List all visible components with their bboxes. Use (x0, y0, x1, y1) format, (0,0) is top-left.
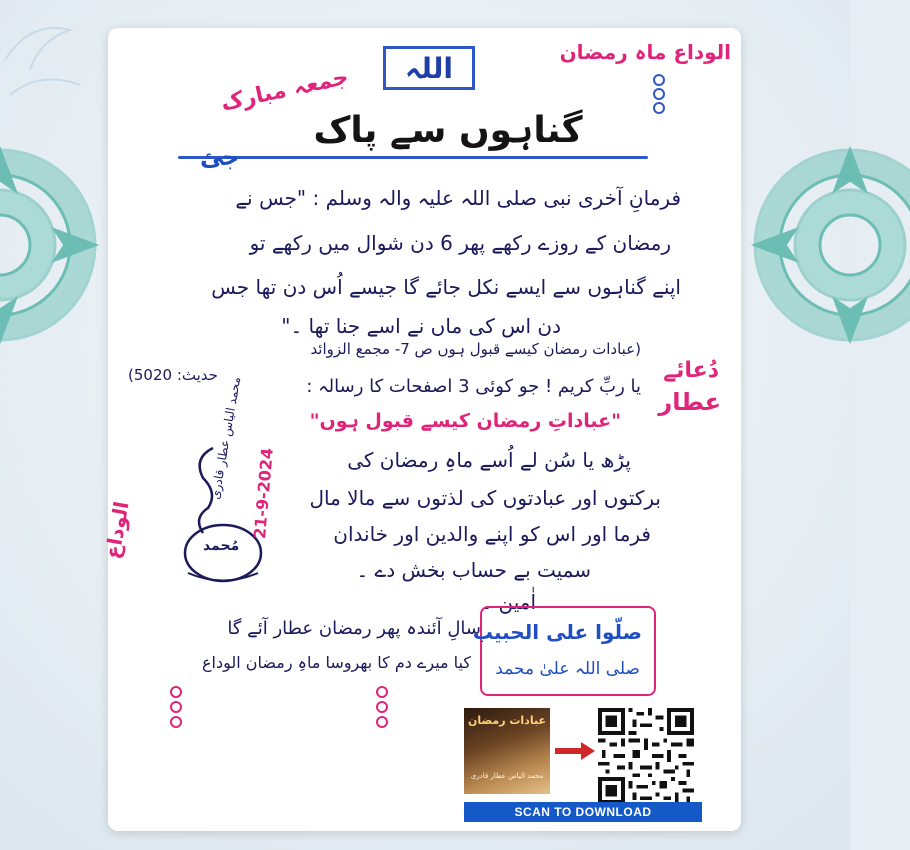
closing-line-2: کیا میرے دم کا بھروسا ماہِ رمضان الوداع (201, 653, 471, 672)
salawat-line-2: صلی اللہ علیٰ محمد (495, 659, 640, 679)
dua-line-1: پڑھ یا سُن لے اُسے ماہِ رمضان کی (347, 448, 631, 472)
left-mandala-ornament (0, 130, 110, 360)
hadith-reference-1: (عبادات رمضان کیسے قبول ہوں ص 7- مجمع الزوائد (310, 340, 641, 358)
book-cover-title: عبادات رمضان (468, 714, 546, 727)
dua-intro-line: یا ربِّ کریم ! جو کوئی 3 اصفحات کا رسالہ : (306, 376, 641, 397)
hadith-line-2: رمضان کے روزے رکھے پھر 6 دن شوال میں رکھے تو (249, 231, 671, 255)
dua-line-5: اٰمین ۔ (480, 590, 536, 614)
scan-to-download-label: SCAN TO DOWNLOAD (514, 805, 652, 819)
pink-dots-right (376, 683, 388, 731)
qr-code-icon[interactable] (598, 708, 694, 804)
title-underline (178, 156, 648, 159)
hadith-line-3: اپنے گناہوں سے ایسے نکل جائے گا جیسے اُس دن تھا جس (211, 275, 681, 299)
arrow-right-icon (555, 742, 595, 760)
jumma-mubarak-text: جمعہ مبارک (218, 64, 351, 117)
dua-line-3: فرما اور اس کو اپنے والدین اور خاندان (333, 522, 651, 546)
corner-swirl-ornament (0, 0, 110, 110)
hadith-reference-2: حدیث: 5020) (128, 366, 218, 384)
note-card (100, 28, 741, 831)
decorative-dots (653, 72, 667, 116)
dua-book-name: "عباداتِ رمضان کیسے قبول ہوں" (309, 410, 621, 432)
dua-line-4: سمیت بے حساب بخش دے ۔ (356, 558, 591, 582)
allah-text: اللہ (405, 51, 453, 85)
allah-calligraphy-box (383, 46, 475, 90)
book-cover-author: محمد الیاس عطار قادری (470, 772, 544, 780)
dua-label-2: عطار (658, 388, 721, 416)
alvida-ramzan-heading: الوداع ماہ رمضان (559, 40, 731, 64)
dua-line-2: برکتوں اور عبادتوں کی لذتوں سے مالا مال (309, 486, 661, 510)
book-cover-image (464, 708, 550, 794)
hadith-line-1: فرمانِ آخری نبی صلی اللہ علیہ والہ وسلم : "جس نے (235, 186, 681, 210)
closing-line-1: سالِ آئندہ پھر رمضان عطار آئے گا (227, 618, 481, 639)
dua-label-1: دُعائے (663, 358, 719, 383)
pink-dots-left (170, 683, 182, 731)
scan-to-download-button[interactable] (464, 802, 702, 822)
salawat-line-1: صلّوا علی الحبیب (472, 620, 642, 644)
seal-name-text: محمد الیاس عطار قادری (208, 375, 244, 501)
date-note: 21-9-2024 (250, 447, 277, 540)
alvida-side-note: الوداع (100, 499, 134, 561)
seal-signature-text: مُحمد (203, 538, 240, 554)
page-title: گناہوں سے پاک (313, 110, 583, 151)
download-section (464, 708, 702, 822)
salawat-box (472, 606, 656, 696)
hadith-line-4: دن اس کی ماں نے اسے جنا تھا ۔" (281, 314, 561, 338)
right-mandala-ornament (740, 130, 910, 360)
bismillah-mark: جئ (200, 143, 240, 171)
